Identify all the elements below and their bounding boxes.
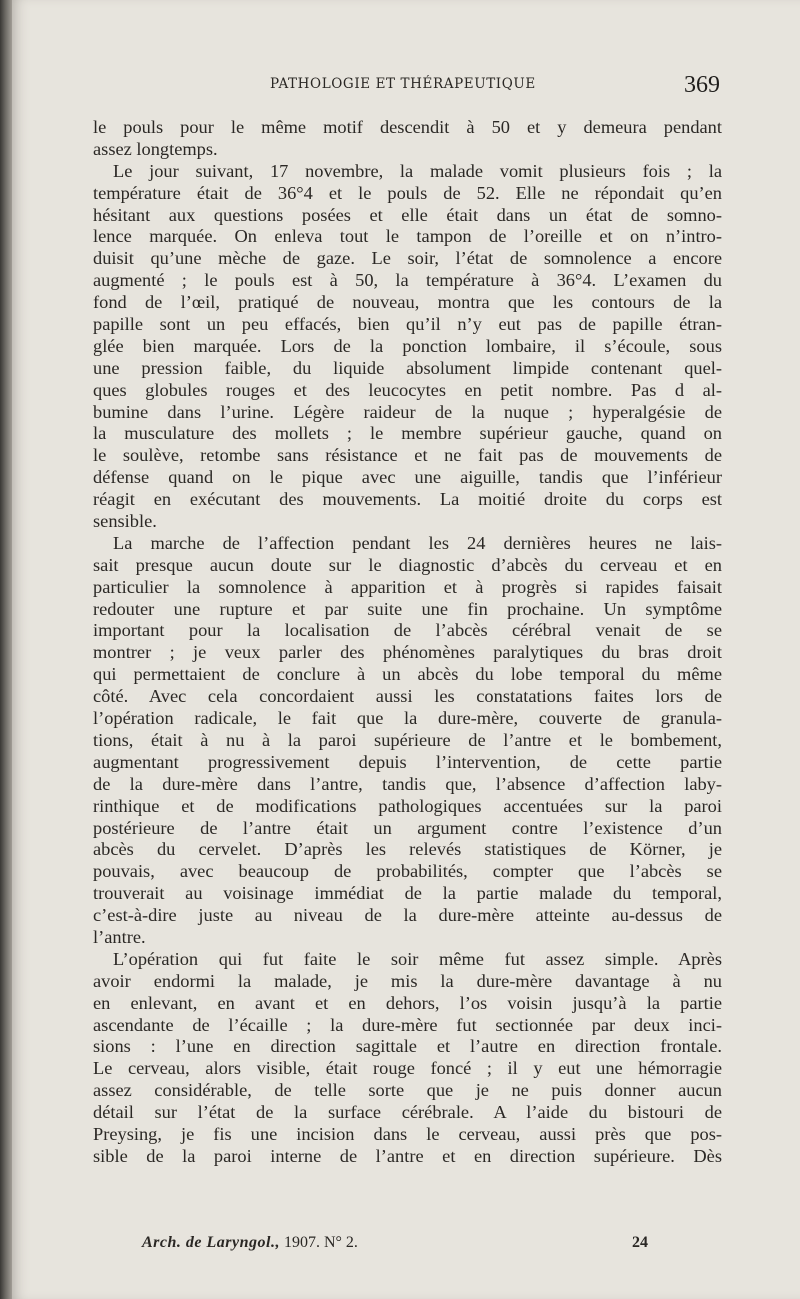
text-line: lence marquée. On enleva tout le tampon de l’oreille et on n’intro- (93, 226, 722, 247)
text-line: postérieure de l’antre était un argument contre l’existence d’un (93, 817, 722, 838)
text-line: montrer ; je veux parler des phénomènes paralytiques du bras droit (93, 642, 722, 663)
text-line: assez longtemps. (93, 138, 218, 159)
text-line: de la dure-mère dans l’antre, tandis que, l’absence d’affection laby- (93, 773, 722, 794)
text-line: une pression faible, du liquide absolument limpide contenant quel- (93, 357, 722, 378)
text-line: c’est-à-dire juste au niveau de la dure-mère atteinte au-dessus de (93, 905, 722, 926)
signature-mark: 24 (632, 1234, 648, 1251)
text-line: particulier la somnolence à apparition et à progrès si rapides faisait (93, 576, 722, 597)
text-line: assez considérable, de telle sorte que je ne puis donner aucun (93, 1080, 722, 1101)
text-line: Le cerveau, alors visible, était rouge foncé ; il y eut une hémorragie (93, 1058, 722, 1079)
text-line: La marche de l’affection pendant les 24 dernières heures ne lais- (113, 532, 722, 553)
text-line: augmenté ; le pouls est à 50, la température à 36°4. L’examen du (93, 270, 722, 291)
text-line: fond de l’œil, pratiqué de nouveau, montra que les contours de la (93, 292, 722, 313)
text-line: tions, était à nu à la paroi supérieure de l’antre et le bombement, (93, 729, 722, 750)
text-line: la musculature des mollets ; le membre supérieur gauche, quand on (93, 423, 722, 444)
text-line: l’antre. (93, 926, 146, 947)
running-title: PATHOLOGIE ET THÉRAPEUTIQUE (270, 76, 536, 92)
text-line: l’opération radicale, le fait que la dure-mère, couverte de granula- (93, 708, 722, 729)
book-page (12, 0, 800, 1299)
text-line: augmentant progressivement depuis l’intervention, de cette partie (93, 751, 722, 772)
page-footer (142, 1234, 682, 1252)
text-line: défense quand on le pique avec une aiguille, tandis que l’inférieur (93, 467, 722, 488)
text-line: en enlevant, en avant et en dehors, l’os voisin jusqu’à la partie (93, 992, 722, 1013)
text-line: avoir endormi la malade, je mis la dure-mère davantage à nu (93, 970, 722, 991)
text-line: ascendante de l’écaille ; la dure-mère fut sectionnée par deux inci- (93, 1014, 722, 1035)
text-line: bumine dans l’urine. Légère raideur de la nuque ; hyperalgésie de (93, 401, 722, 422)
text-line: côté. Avec cela concordaient aussi les constatations faites lors de (93, 686, 722, 707)
text-line: redouter une rupture et par suite une fin prochaine. Un symptôme (93, 598, 722, 619)
text-line: duisit qu’une mèche de gaze. Le soir, l’état de somnolence a encore (93, 248, 722, 269)
text-line: pouvais, avec beaucoup de probabilités, compter que l’abcès se (93, 861, 722, 882)
text-line: papille sont un peu effacés, bien qu’il n’y eut pas de papille étran- (93, 314, 722, 335)
text-line: glée bien marquée. Lors de la ponction lombaire, il s’écoule, sous (93, 335, 722, 356)
body-text (93, 117, 722, 1168)
text-line: le pouls pour le même motif descendit à 50 et y demeura pendant (93, 117, 722, 137)
text-line: hésitant aux questions posées et elle était dans un état de somno- (93, 204, 722, 225)
text-line: Preysing, je fis une incision dans le cerveau, aussi près que pos- (93, 1123, 722, 1144)
text-line: qui permettaient de conclure à un abcès du lobe temporal du même (93, 664, 722, 685)
text-line: Le jour suivant, 17 novembre, la malade vomit plusieurs fois ; la (113, 160, 722, 181)
text-line: sait presque aucun doute sur le diagnostic d’abcès du cerveau et en (93, 554, 722, 575)
text-line: important pour la localisation de l’abcès cérébral venait de se (93, 620, 722, 641)
text-line: ques globules rouges et des leucocytes en petit nombre. Pas d al- (93, 379, 722, 400)
scan-binding-edge (0, 0, 12, 1299)
text-line: réagit en exécutant des mouvements. La moitié droite du corps est (93, 489, 722, 510)
text-line: abcès du cervelet. D’après les relevés statistiques de Körner, je (93, 839, 722, 860)
journal-year-issue: 1907. N° 2. (283, 1234, 358, 1251)
text-line: détail sur l’état de la surface cérébrale. A l’aide du bistouri de (93, 1102, 722, 1123)
page-number: 369 (684, 72, 720, 98)
journal-title: Arch. de Laryngol., (142, 1234, 280, 1251)
text-line: L’opération qui fut faite le soir même fut assez simple. Après (113, 948, 722, 969)
text-line: rinthique et de modifications pathologiques accentuées sur la paroi (93, 795, 722, 816)
text-line: sible de la paroi interne de l’antre et en direction supérieure. Dès (93, 1145, 722, 1166)
text-line: sions : l’une en direction sagittale et l’autre en direction frontale. (93, 1036, 722, 1057)
text-line: sensible. (93, 511, 157, 532)
text-line: température était de 36°4 et le pouls de 52. Elle ne répondait qu’en (93, 182, 722, 203)
text-line: le soulève, retombe sans résistance et ne fait pas de mouvements de (93, 445, 722, 466)
text-line: trouverait au voisinage immédiat de la partie malade du temporal, (93, 883, 722, 904)
